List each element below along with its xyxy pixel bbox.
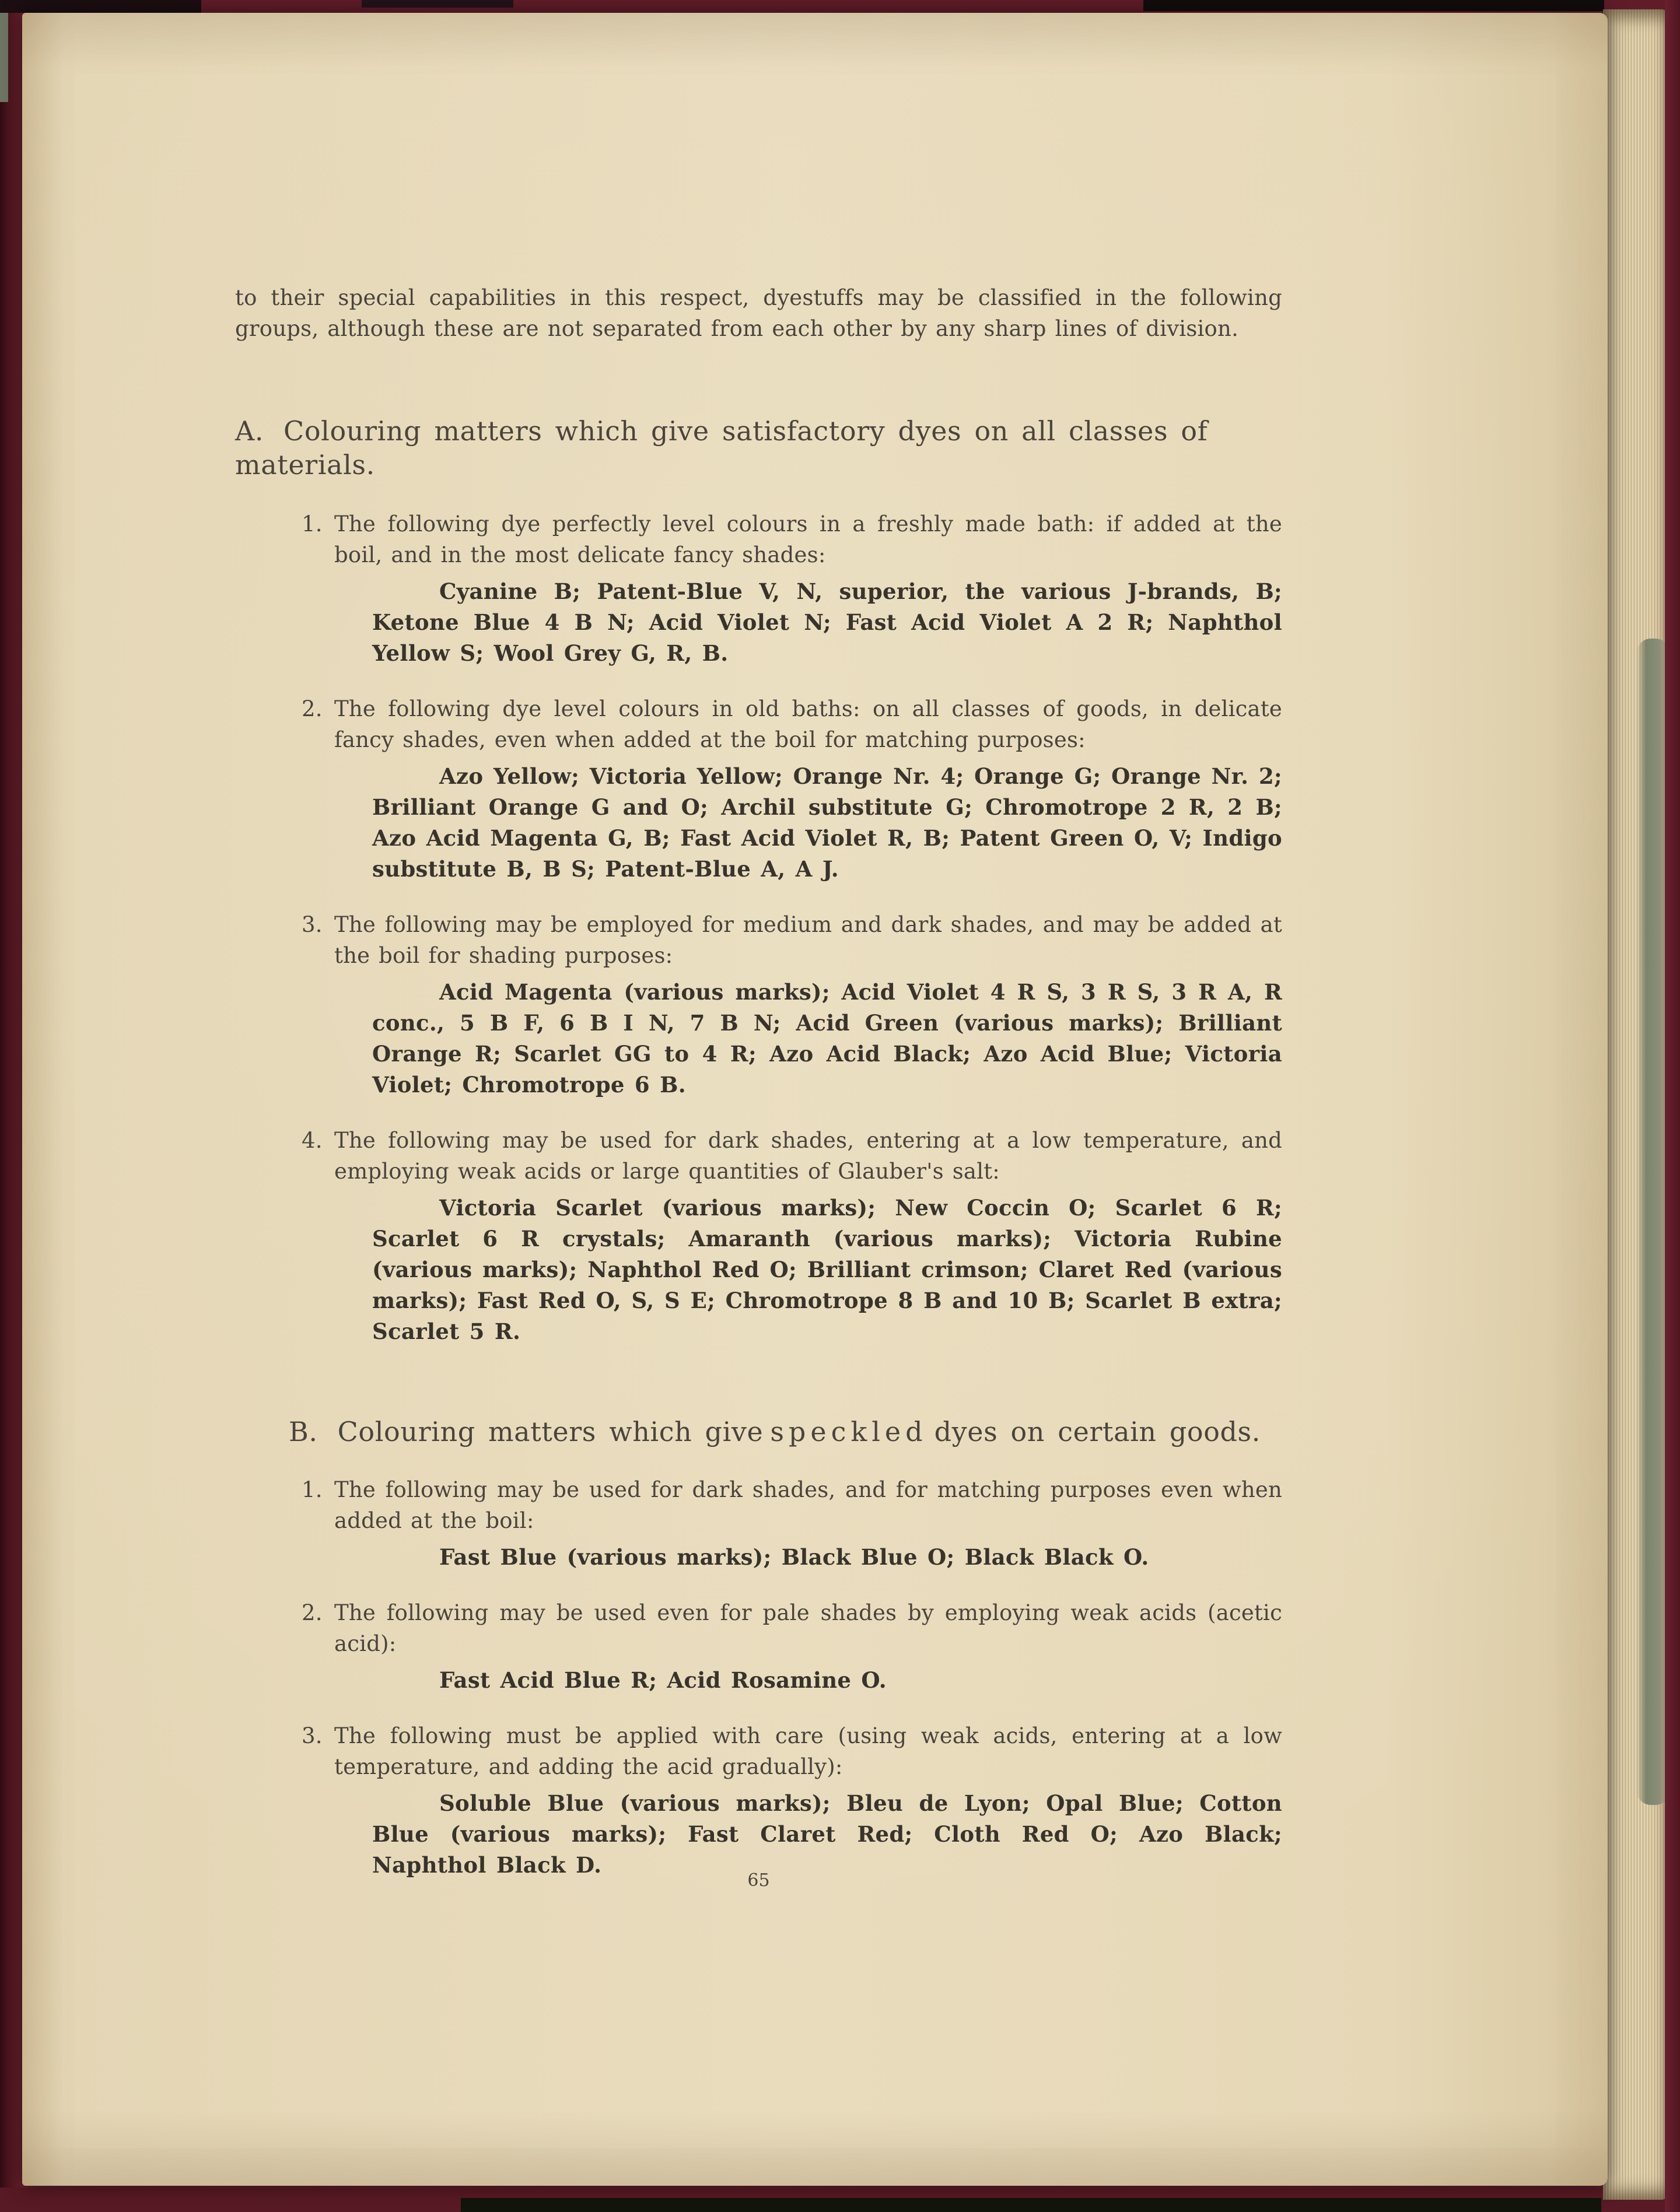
dye-list: Victoria Scarlet (various marks); New Coccin O; Scarlet 6 R; Scarlet 6 R crystals; Amaranth (various marks); Victoria Rubine (various marks); Naphthol Red O; Brilliant crimson; Claret Red (various marks); Fast Red O, S, S E; Chromotrope 8 B and 10 B; Scarlet B extra; Scarlet 5 R. bbox=[372, 1195, 1282, 1344]
section-a-heading bbox=[235, 414, 1282, 482]
item-number: 3. bbox=[302, 912, 323, 937]
item-text: The following may be used for dark shades, entering at a low temperature, and employing weak acids or large quantities of Glauber's salt: bbox=[334, 1128, 1282, 1184]
section-a-label: A. bbox=[235, 415, 264, 447]
item-number: 4. bbox=[302, 1128, 323, 1153]
dye-list: Fast Blue (various marks); Black Blue O; Black Black O. bbox=[439, 1544, 1149, 1570]
list-item-b2 bbox=[235, 1597, 1282, 1696]
book-page bbox=[22, 13, 1608, 2186]
list-item-a1 bbox=[235, 509, 1282, 669]
list-item-a3 bbox=[235, 909, 1282, 1100]
item-text: The following may be employed for medium and dark shades, and may be added at the boil for shading purposes: bbox=[334, 912, 1282, 968]
section-b-heading bbox=[289, 1415, 1282, 1449]
section-b-title-before: Colouring matters which give bbox=[337, 1416, 764, 1447]
cover-shadow-top-mid bbox=[362, 0, 513, 8]
dye-list: Acid Magenta (various marks); Acid Violet 4 R S, 3 R S, 3 R A, R conc., 5 B F, 6 B I N, 7 B N; Acid Green (various marks); Brilliant Orange R; Scarlet GG to 4 R; Azo Acid Black; Azo Acid Blue; Victoria Violet; Chromotrope 6 B. bbox=[372, 979, 1282, 1098]
section-a-title: Colouring matters which give satisfactory dyes on all classes of materials. bbox=[235, 415, 1208, 481]
page-number: 65 bbox=[747, 1870, 770, 1891]
dye-list: Fast Acid Blue R; Acid Rosamine O. bbox=[439, 1667, 887, 1693]
cloth-edge-top-left bbox=[0, 0, 8, 102]
item-number: 1. bbox=[302, 1477, 323, 1502]
book-spine-edge bbox=[0, 0, 24, 2212]
dye-list: Azo Yellow; Victoria Yellow; Orange Nr. 4; Orange G; Orange Nr. 2; Brilliant Orange G and O; Archil substitute G; Chromotrope 2 R, 2 B; Azo Acid Magenta G, B; Fast Acid Violet R, B; Patent Green O, V; Indigo substitute B, B S; Patent-Blue A, A J. bbox=[372, 763, 1282, 882]
list-item-a4 bbox=[235, 1125, 1282, 1347]
list-item-b1 bbox=[235, 1474, 1282, 1573]
item-number: 1. bbox=[302, 511, 323, 537]
item-number: 2. bbox=[302, 1600, 323, 1625]
item-number: 2. bbox=[302, 696, 323, 721]
cover-shadow-top-left bbox=[0, 0, 201, 13]
intro-paragraph: to their special capabilities in this respect, dyestuffs may be classified in the following groups, although these are not separated from each other by any sharp lines of division. bbox=[235, 285, 1282, 341]
section-b-title-after: dyes on certain goods. bbox=[934, 1416, 1261, 1447]
item-text: The following dye level colours in old baths: on all classes of goods, in delicate fancy shades, even when added at the boil for matching purposes: bbox=[334, 696, 1282, 752]
cover-bottom-shadow bbox=[461, 2198, 1601, 2212]
item-text: The following may be used for dark shades, and for matching purposes even when added at the boil: bbox=[334, 1477, 1282, 1533]
list-item-b3 bbox=[235, 1720, 1282, 1881]
item-text: The following dye perfectly level colours in a freshly made bath: if added at the boil, and in the most delicate fancy shades: bbox=[334, 511, 1282, 567]
section-b-title-spaced-word: speckled bbox=[770, 1416, 928, 1447]
list-item-a2 bbox=[235, 693, 1282, 885]
cover-shadow-top-right bbox=[1143, 0, 1604, 11]
dye-list: Cyanine B; Patent-Blue V, N, superior, the various J-brands, B; Ketone Blue 4 B N; Acid Violet N; Fast Acid Violet A 2 R; Naphthol Yellow S; Wool Grey G, R, B. bbox=[372, 579, 1282, 666]
item-text: The following must be applied with care (using weak acids, entering at a low temperature, and adding the acid gradually): bbox=[334, 1723, 1282, 1779]
dye-list: Soluble Blue (various marks); Bleu de Lyon; Opal Blue; Cotton Blue (various marks); Fast Claret Red; Cloth Red O; Azo Black; Naphthol Black D. bbox=[372, 1790, 1282, 1878]
cover-right-edge bbox=[1665, 0, 1680, 2212]
page-content bbox=[235, 13, 1282, 1905]
item-text: The following may be used even for pale shades by employing weak acids (acetic acid): bbox=[334, 1600, 1282, 1656]
section-b-label: B. bbox=[289, 1416, 318, 1447]
item-number: 3. bbox=[302, 1723, 323, 1748]
